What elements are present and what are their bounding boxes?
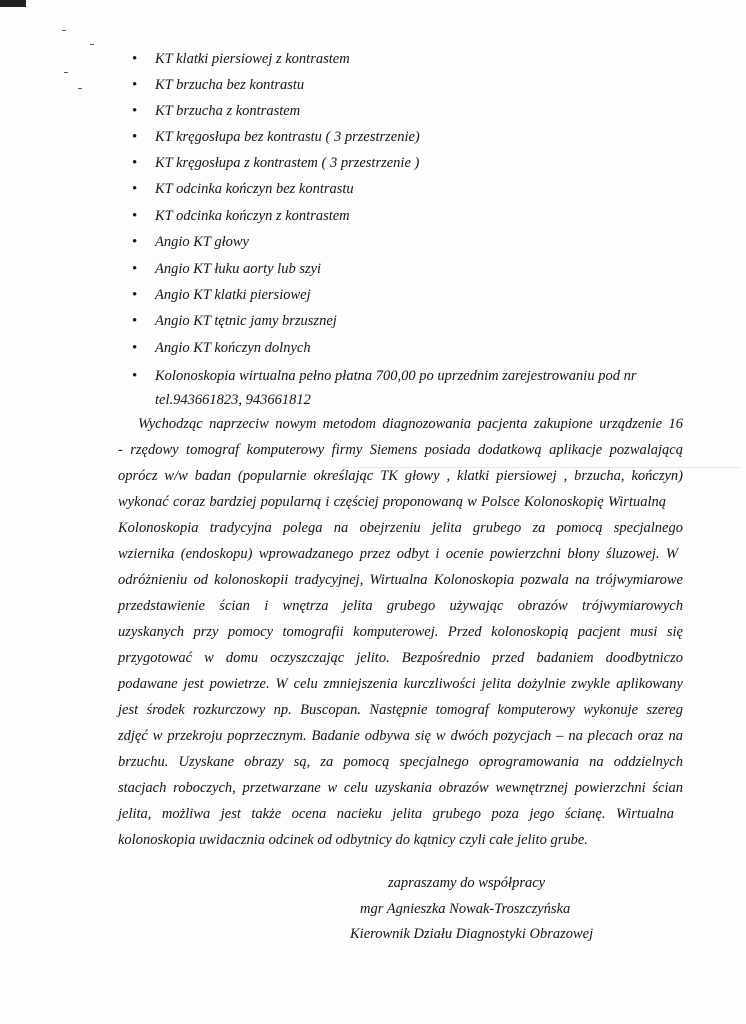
- colonoscopy-phone: tel.943661823, 943661812: [155, 392, 311, 408]
- paragraph-line: wykonać coraz bardziej popularną i częściej proponowaną w Polsce Kolonoskopię Wirtualną: [118, 494, 666, 510]
- paragraph-line: jelita, możliwa jest także ocena nacieku jelita grubego poza jego ścianę. Wirtualna: [118, 806, 674, 822]
- paragraph-line: stacjach roboczych, przetwarzane w celu uzyskania obrazów wewnętrznej powierzchni ścian: [118, 780, 683, 796]
- paragraph-line: zdjęć w przekroju poprzecznym. Badanie odbywa się w dwóch pozycjach – na plecach oraz na: [118, 728, 683, 744]
- signatory-role: Kierownik Działu Diagnostyki Obrazowej: [350, 926, 594, 942]
- paragraph-line: oprócz w/w badan (popularnie określając TK głowy , klatki piersiowej , brzucha, kończyn): [118, 468, 683, 484]
- paragraph-line: odróżnieniu od kolonoskopii tradycyjnej, Wirtualna Kolonoskopia pozwala na trójwymiarowe: [118, 572, 683, 588]
- paragraph-line: wziernika (endoskopu) wprowadzanego przez odbyt i ocenie powierzchni błony śluzowej. W: [118, 546, 678, 562]
- paragraph-line: Kolonoskopia tradycyjna polega na obejrzeniu jelita grubego za pomocą specjalnego: [118, 520, 683, 536]
- paragraph-line: Wychodząc naprzeciw nowym metodom diagnozowania pacjenta zakupione urządzenie 16: [138, 416, 683, 432]
- scan-speck: [78, 88, 82, 89]
- scan-speck: [90, 44, 94, 45]
- paragraph-line: przygotować w domu oczyszczając jelito. Bezpośrednio przed badaniem doodbytniczo: [118, 650, 683, 666]
- signatory-name: mgr Agnieszka Nowak-Troszczyńska: [360, 901, 571, 917]
- paragraph-line: jest środek rozkurczowy np. Buscopan. Następnie tomograf komputerowy wykonuje szereg: [118, 702, 683, 718]
- scan-speck: [62, 30, 66, 31]
- scan-speck: [64, 72, 68, 73]
- closing-invitation: zapraszamy do współpracy: [388, 875, 546, 891]
- paragraph-line: uzyskanych przy pomocy tomografii komputerowej. Przed kolonoskopią pacjent musi się: [118, 624, 683, 640]
- paragraph-line: - rzędowy tomograf komputerowy firmy Siemens posiada dodatkową aplikacje pozwalającą: [118, 442, 683, 458]
- paragraph-line: kolonoskopia uwidacznia odcinek od odbytnicy do kątnicy czyli całe jelito grube.: [118, 832, 588, 848]
- document-page: • KT klatki piersiowej z kontrastem • KT brzucha bez kontrastu • KT brzucha z kontrastem • KT kręgosłupa bez kontrastu ( 3 przestrzenie) • KT kręgosłupa z kontrastem ( 3 przestrzenie ) • KT odcinka kończyn bez kontrastu • KT odcinka kończyn z kontrastem • Angio KT głowy • Angio KT łuku aorty lub szyi • Angio KT klatki piersiowej • Angio KT tętnic jamy brzusznej • Angio KT kończyn dolnych • Kolonoskopia wirtualna pełno płatna 700,00 po uprzednim zarejestrowaniu pod nr tel.943661823, 943661812 Wychodząc naprzeciw nowym metodom diagnozowania pacjenta zakupione urządzenie 16 - rzędowy tomograf komputerowy firmy Siemens posiada dodatkową aplikacje pozwalającą oprócz w/w badan (popularnie określając TK głowy , klatki piersiowej , brzucha, kończyn) wykonać coraz bardziej popularną i częściej proponowaną w Polsce Kolonoskopię Wirtualną Kolonoskopia tradycyjna polega na obejrzeniu jelita grubego za pomocą specjalnego wziernika (endoskopu) wprowadzanego przez odbyt i ocenie powierzchni błony śluzowej. W odróżnieniu od kolonoskopii tradycyjnej, Wirtualna Kolonoskopia pozwala na trójwymiarowe przedstawienie ścian i wnętrza jelita grubego używając obrazów trójwymiarowych uzyskanych przy pomocy tomografii komputerowej. Przed kolonoskopią pacjent musi się przygotować w domu oczyszczając jelito. Bezpośrednio przed badaniem doodbytniczo podawane jest powietrze. W celu zmniejszenia kurczliwości jelita dożylnie zwykle aplikowany jest środek rozkurczowy np. Buscopan. Następnie tomograf komputerowy wykonuje szereg zdjęć w przekroju poprzecznym. Badanie odbywa się w dwóch pozycjach – na plecach oraz na brzuchu. Uzyskane obrazy są, za pomocą specjalnego oprogramowania na oddzielnych stacjach roboczych, przetwarzane w celu uzyskania obrazów wewnętrznej powierzchni ścian jelita, możliwa jest także ocena nacieku jelita grubego poza jego ścianę. Wirtualna kolonoskopia uwidacznia odcinek od odbytnicy do kątnicy czyli całe jelito grube. zapraszamy do współpracy mgr Agnieszka Nowak-Troszczyńska Kierownik Działu Diagnostyki Obrazowej: [0, 0, 746, 1024]
- paragraph-line: podawane jest powietrze. W celu zmniejszenia kurczliwości jelita dożylnie zwykle aplikowany: [118, 676, 683, 692]
- paragraph-line: przedstawienie ścian i wnętrza jelita grubego używając obrazów trójwymiarowych: [118, 598, 683, 614]
- paragraph-line: brzuchu. Uzyskane obrazy są, za pomocą specjalnego oprogramowania na oddzielnych: [118, 754, 683, 770]
- scan-corner-mark: [0, 0, 26, 7]
